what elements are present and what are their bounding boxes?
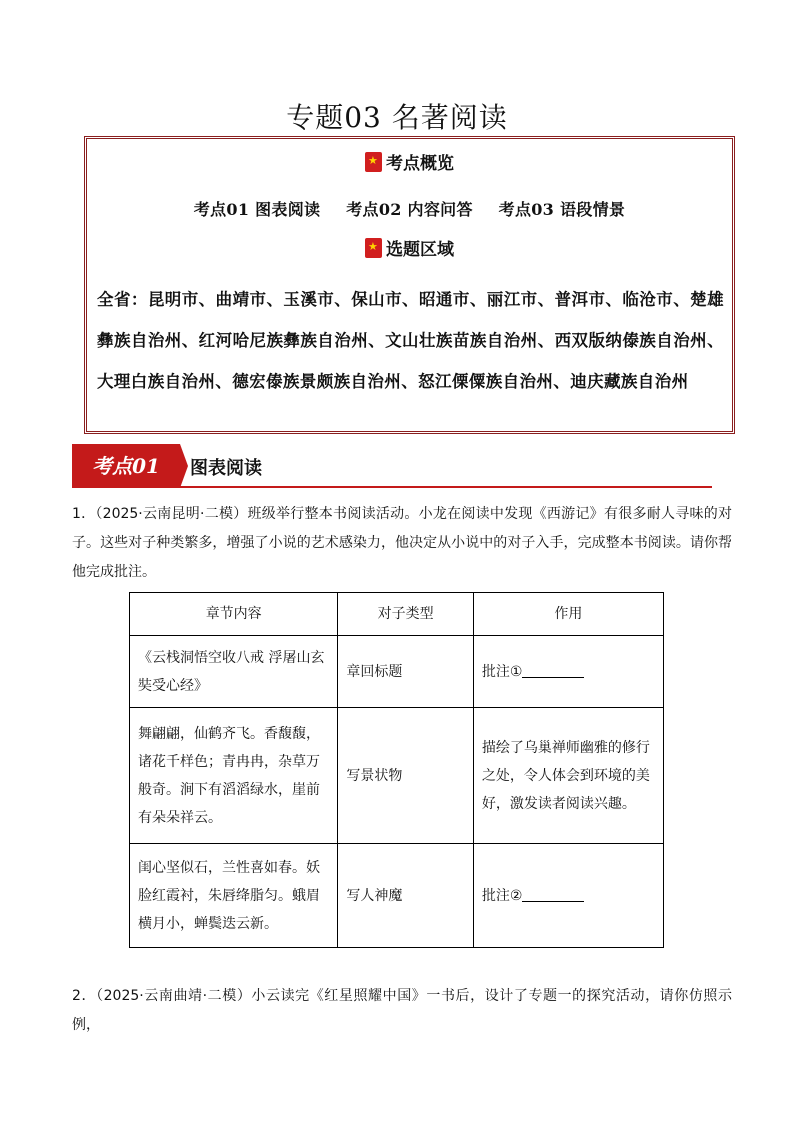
table-cell: 舞翩翩，仙鹤齐飞。香馥馥，诸花千样色；青冉冉，杂草万般奇。涧下有滔滔绿水，崖前有朵朵祥云。 [130,708,338,844]
table-header: 章节内容 [130,593,338,636]
question-2: 2．（2025·云南曲靖·二模）小云读完《红星照耀中国》一书后，设计了专题一的探究活动，请你仿照示例， [72,988,732,1033]
table-header: 作用 [473,593,663,636]
table-row [130,844,664,948]
table-cell: 章回标题 [338,636,473,708]
flag-icon [365,238,382,258]
section-tag: 考点01 [72,444,180,488]
table-cell: 批注② [473,844,663,948]
overview-box [84,136,735,434]
region-heading: ★选题区域 [87,235,732,260]
overview-heading: ★考点概览 [87,149,732,174]
exam-point: 考点03 语段情景 [498,200,626,219]
table-cell: 描绘了乌巢禅师幽雅的修行之处，令人体会到环境的美好，激发读者阅读兴趣。 [473,708,663,844]
annotation-table [129,592,664,948]
table-cell: 闺心坚似石，兰性喜如春。妖脸红霞衬，朱唇绛脂匀。蛾眉横月小，蝉鬓迭云新。 [130,844,338,948]
table-cell: 写景状物 [338,708,473,844]
table-row [130,636,664,708]
table-cell: 批注① [473,636,663,708]
document-title: 专题03 名著阅读 [286,101,508,134]
table-row [130,708,664,844]
table-cell: 《云栈洞悟空收八戒 浮屠山玄奘受心经》 [130,636,338,708]
table-header-row [130,593,664,636]
question-1: 1．（2025·云南昆明·二模）班级举行整本书阅读活动。小龙在阅读中发现《西游记》有很多耐人寻味的对子。这些对子种类繁多，增强了小说的艺术感染力，他决定从小说中的对子入手，完成整本书阅读。请你帮他完成批注。 [72,506,732,580]
exam-point: 考点01 图表阅读 [193,200,321,219]
exam-point: 考点02 内容问答 [346,200,473,219]
section-title: 图表阅读 [190,458,262,479]
section-header [72,444,712,488]
answer-blank[interactable] [522,885,584,902]
region-text: 全省：昆明市、曲靖市、玉溪市、保山市、昭通市、丽江市、普洱市、临沧市、楚雄彝族自治州、红河哈尼族彝族自治州、文山壮族苗族自治州、西双版纳傣族自治州、大理白族自治州、德宏傣族景颇族自治州、怒江傈僳族自治州、迪庆藏族自治州 [97,290,724,391]
table-header: 对子类型 [338,593,473,636]
exam-points [87,197,732,220]
table-cell: 写人神魔 [338,844,473,948]
flag-icon [365,152,382,172]
answer-blank[interactable] [522,661,584,678]
section-divider [72,486,712,488]
